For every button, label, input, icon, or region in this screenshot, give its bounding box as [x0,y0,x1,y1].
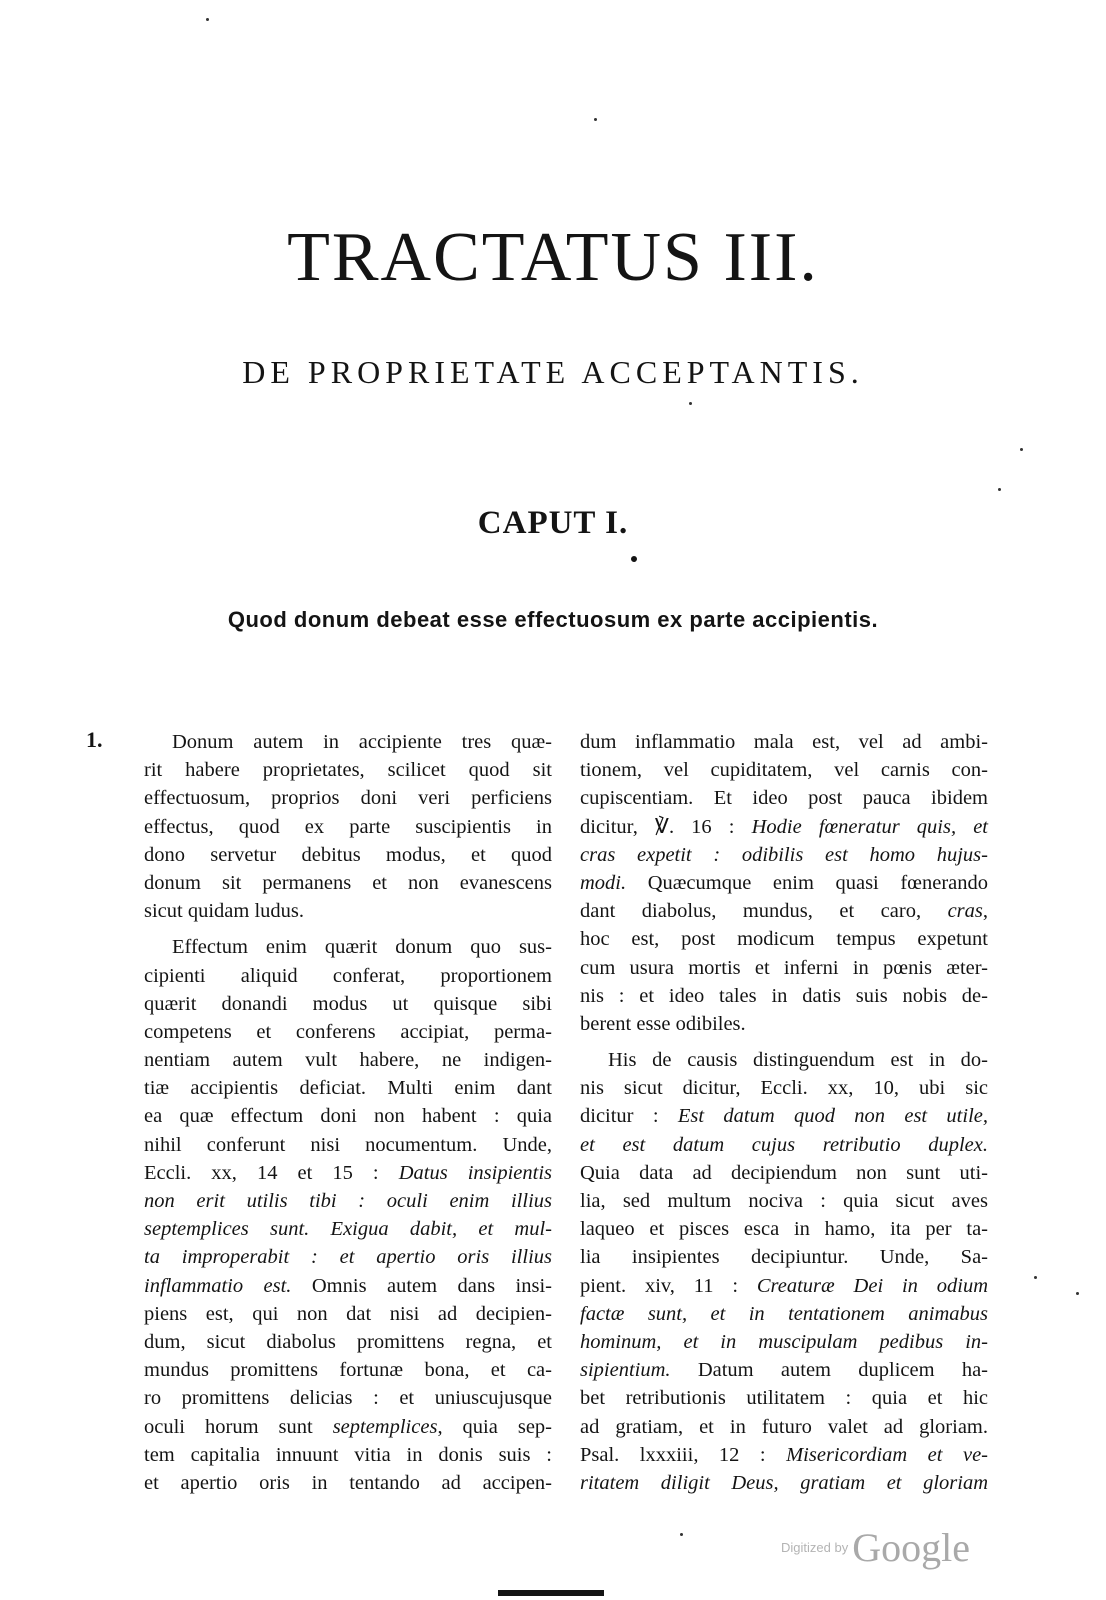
text-run: dicitur : [580,1105,678,1128]
text-run: cipienti aliquid conferat, proportionem [144,964,552,987]
text-line [580,1413,988,1441]
text-run: Psal. lxxxiii, 12 : [580,1443,787,1466]
text-run: competens et conferens accipiat, perma- [144,1020,552,1043]
italic-text: Hodie fœneratur quis, et [751,815,988,838]
text-line [580,1131,988,1159]
text-run: quærit donandi modus ut quisque sibi [144,992,552,1015]
text-line [144,933,552,961]
text-line [144,756,552,784]
text-run: Quæcumque enim quasi fœnerando [626,871,988,894]
scan-speck [680,1533,683,1536]
text-line [144,962,552,990]
italic-text: cras expetit : odibilis est homo hujus- [580,843,988,866]
text-run: ea quæ effectum doni non habent : quia [144,1105,552,1128]
text-run: dant diabolus, mundus, et caro, [580,900,948,923]
text-run: nihil conferunt nisi nocumentum. Unde, [144,1133,552,1156]
text-run: sicut quidam ludus. [144,900,305,923]
text-run: laqueo et pisces esca in hamo, ita per ta- [580,1218,988,1241]
italic-text: septemplices [332,1415,438,1438]
text-line [580,982,988,1010]
text-run: piens est, qui non dat nisi ad decipien- [144,1302,552,1325]
italic-text: sipientium. [580,1359,671,1382]
text-line [144,1074,552,1102]
text-run: lia insipientes decipiuntur. Unde, Sa- [580,1246,988,1269]
paragraph-number: 1. [86,727,103,752]
text-line [144,784,552,812]
digitized-by-google-watermark [781,1524,1001,1574]
left-text-column [144,728,552,1497]
text-run: effectus, quod ex parte suscipientis in [144,815,552,838]
text-line [144,841,552,869]
text-line [580,1272,988,1300]
text-line [580,813,988,841]
text-run: ad gratiam, et in futuro valet ad gloriam. [580,1415,988,1438]
text-run: cupiscentiam. Et ideo post pauca ibidem [580,787,988,810]
italic-text: hominum, et in muscipulam pedibus in- [580,1330,988,1353]
text-run: lia, sed multum nociva : quia sicut aves [580,1190,988,1212]
scan-speck [594,118,597,121]
text-line [144,1243,552,1271]
text-line [580,954,988,982]
italic-text: septemplices sunt. Exigua dabit, et mul- [144,1218,552,1241]
google-logo: Google [852,1525,970,1570]
text-run: Datum autem duplicem ha- [670,1359,988,1382]
italic-text: et est datum cujus retributio duplex. [580,1133,988,1156]
text-line [144,1272,552,1300]
text-run: nis : et ideo tales in datis suis nobis de- [580,984,988,1007]
scan-speck [689,402,692,405]
text-line [580,841,988,869]
text-run: Quia data ad decipiendum non sunt uti- [580,1161,988,1184]
text-line [144,1046,552,1074]
text-line [144,1159,552,1187]
text-line [580,1102,988,1130]
text-line [580,1243,988,1271]
text-run: berent esse odibiles. [580,1012,746,1035]
text-line [144,1413,552,1441]
text-run: pient. xiv, 11 : [580,1274,757,1297]
text-run: dum inflammatio mala est, vel ad ambi- [580,731,988,753]
text-run: cum usura mortis et inferni in pœnis æter- [580,956,988,979]
italic-text: Creaturæ Dei in odium [756,1274,988,1297]
text-run: His de causis distinguendum est in do- [608,1049,988,1072]
text-line [580,897,988,925]
text-line [580,728,988,756]
italic-text: cras [947,900,983,923]
chapter-heading: Quod donum debeat esse effectuosum ex parte accipientis. [227,607,879,632]
text-line [144,1300,552,1328]
text-line [580,925,988,953]
text-run: dum, sicut diabolus promittens regna, et [144,1330,552,1353]
text-line [580,1074,988,1102]
text-line [144,897,552,925]
text-run: mundus promittens fortunæ bona, et ca- [144,1359,552,1382]
treatise-title: TRACTATUS III. [287,219,819,296]
text-line [144,1187,552,1215]
text-line [580,756,988,784]
text-line [580,1046,988,1074]
text-line [580,1300,988,1328]
text-line [580,1215,988,1243]
text-line [144,1384,552,1412]
text-line [580,1469,988,1497]
text-run: bet retributionis utilitatem : quia et hic [580,1387,988,1410]
italic-text: ritatem diligit Deus, gratiam et gloriam [580,1471,988,1494]
text-line [580,784,988,812]
text-run: tem capitalia innuunt vitia in donis suis : [144,1443,552,1466]
italic-text: Misericordiam et ve- [786,1443,988,1466]
text-run: Eccli. xx, 14 et 15 : [144,1161,399,1184]
italic-text: inflammatio est. [144,1274,292,1297]
bottom-edge-rule [498,1590,604,1596]
chapter-ornament-dot [631,556,637,562]
text-run: dono servetur debitus modus, et quod [144,843,552,866]
text-run: tionem, vel cupiditatem, vel carnis con- [580,759,988,782]
text-line [580,1356,988,1384]
treatise-subtitle: DE PROPRIETATE ACCEPTANTIS. [242,354,864,390]
text-run: tiæ accipientis deficiat. Multi enim dant [144,1077,552,1100]
text-run: effectuosum, proprios doni veri perficiens [144,787,552,810]
text-run: Donum autem in accipiente tres quæ- [172,731,552,753]
italic-text: Datus insipientis [398,1161,553,1184]
text-run: dicitur, ℣. 16 : [580,815,752,838]
scan-speck [1034,1276,1037,1279]
text-line [580,1187,988,1215]
text-line [144,728,552,756]
text-line [580,1328,988,1356]
scan-speck [1020,448,1023,451]
text-run: , quia sep- [437,1415,553,1438]
text-line [144,1215,552,1243]
text-line [144,1469,552,1497]
text-line [144,1102,552,1130]
italic-text: Est datum quod non est utile, [677,1105,988,1128]
text-run: nis sicut dicitur, Eccli. xx, 10, ubi sic [580,1077,988,1100]
watermark-prefix: Digitized by [781,1540,849,1555]
text-run: Effectum enim quærit donum quo sus- [172,936,552,959]
text-run: rit habere proprietates, scilicet quod sit [144,759,552,782]
italic-text: non erit utilis tibi : oculi enim illius [144,1190,552,1212]
scan-speck [206,18,209,21]
text-run: donum sit permanens et non evanescens [144,871,552,894]
text-line [144,1441,552,1469]
text-run: et apertio oris in tentando ad accipen- [144,1471,552,1494]
text-line [144,990,552,1018]
chapter-title: CAPUT I. [477,505,629,541]
text-line [580,1384,988,1412]
text-line [580,1159,988,1187]
text-run: oculi horum sunt [144,1415,333,1438]
scan-speck [998,488,1001,491]
text-run: ro promittens delicias : et uniuscujusque [144,1387,552,1410]
text-line [144,869,552,897]
right-text-column [580,728,988,1497]
italic-text: ta improperabit : et apertio oris illius [144,1246,552,1269]
text-run: Omnis autem dans insi- [291,1274,552,1297]
text-run: , [982,900,988,923]
paragraph-gap [144,925,552,933]
text-run: hoc est, post modicum tempus expetunt [580,928,988,951]
text-line [144,1356,552,1384]
text-line [580,869,988,897]
text-line [144,1018,552,1046]
text-line [580,1010,988,1038]
italic-text: modi. [580,871,627,894]
italic-text: factæ sunt, et in tentationem animabus [580,1302,988,1325]
paragraph-gap [580,1038,988,1046]
text-line [144,1131,552,1159]
text-run: nentiam autem vult habere, ne indigen- [144,1049,552,1072]
text-line [144,813,552,841]
text-line [580,1441,988,1469]
text-line [144,1328,552,1356]
scan-speck [1076,1292,1079,1295]
